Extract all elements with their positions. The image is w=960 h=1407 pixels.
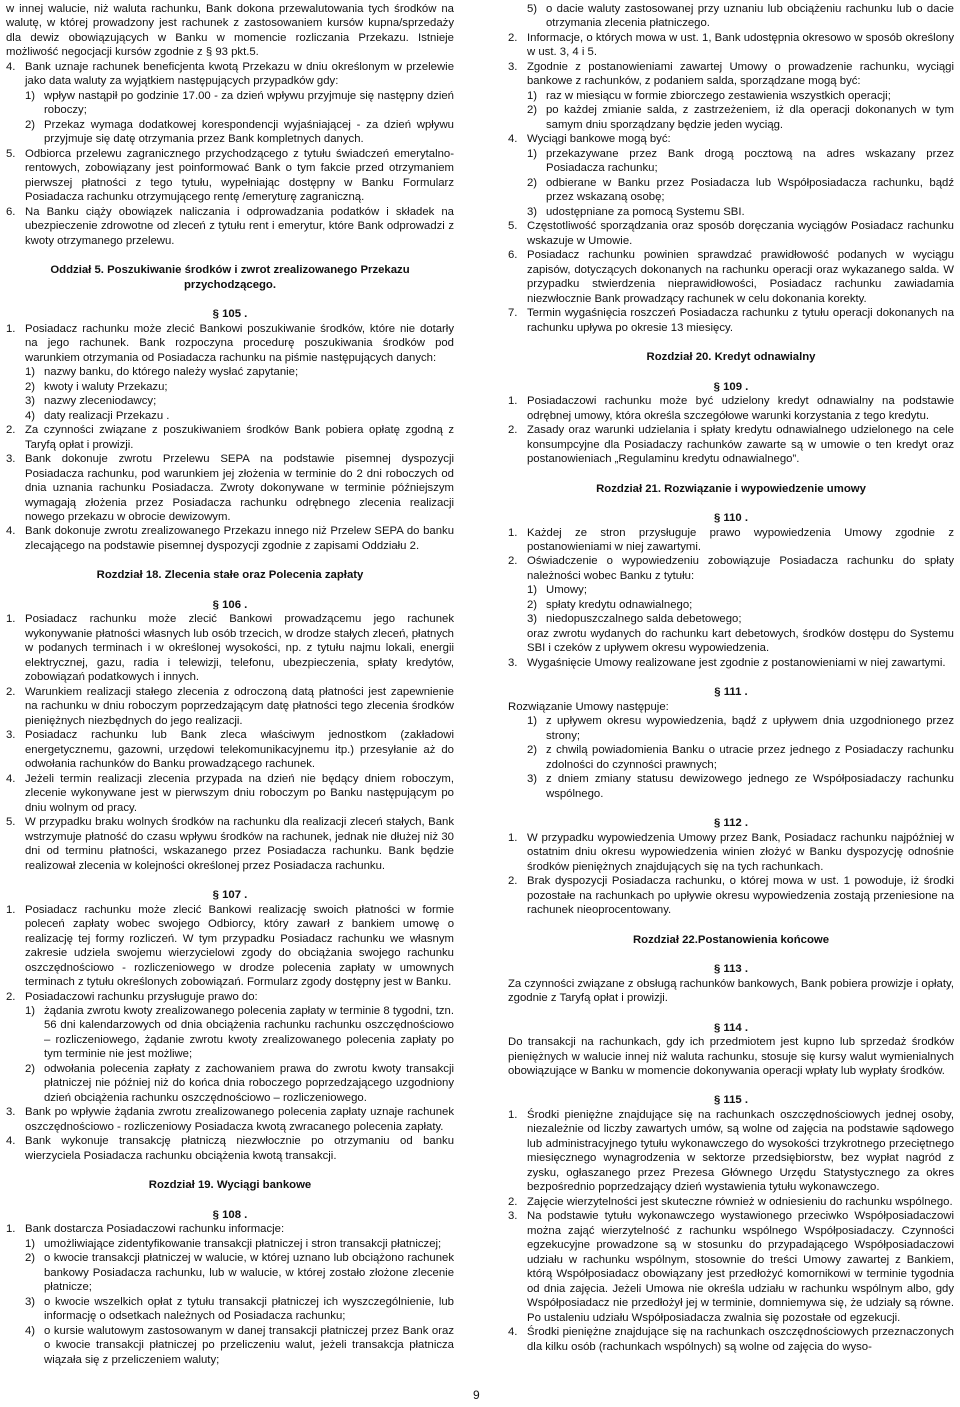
item-number: 1)	[527, 147, 538, 160]
spacer	[6, 248, 454, 263]
numbered-item	[508, 132, 954, 146]
numbered-item	[6, 685, 454, 728]
sub-item	[508, 103, 954, 132]
item-text: o dacie waluty zastosowanej przy uznaniu lub obciążeniu rachunku lub o dacie otrzymania zlecenia płatniczego.	[546, 3, 954, 30]
item-text: W przypadku wypowiedzenia Umowy przez Bank, Posiadacz rachunku najpóźniej w ostatnim dniu okresu wypowiedzenia winien złożyć w Banku dyspozycję odnośnie środków pieniężnych znajdujących się na tych rachunkach.	[527, 831, 954, 873]
numbered-item	[6, 815, 454, 873]
item-text: Na Banku ciąży obowiązek naliczania i odprowadzania podatków i składek na ubezpieczenie zdrowotne od zleceń z tytułu rent i emerytur, które Bank odprowadzi z kwoty otrzymanego przelewu.	[25, 205, 454, 247]
sub-item	[6, 1062, 454, 1105]
item-text: raz w miesiącu w formie zbiorczego zestawienia wszystkich operacji;	[546, 89, 891, 102]
sub-item	[6, 89, 454, 118]
item-text: W przypadku braku wolnych środków na rachunku dla realizacji zleceń stałych, Bank wstrzymuje płatność do czasu wpływu środków na rachunek, jednak nie dłużej niż 30 dni od terminu płatności, wskazanego przez Posiadacza rachunku. Bank będzie realizował zlecenia w kolejności określonej przez Posiadacza rachunku.	[25, 816, 454, 872]
left-column	[6, 2, 454, 1367]
item-text: Bank po wpływie żądania zwrotu zrealizowanego polecenia zapłaty uznaje rachunek oszczędnościowo - rozliczeniowy Posiadacza kwotą zwracanego polecenia zapłaty.	[25, 1106, 454, 1133]
item-number: 2.	[6, 685, 16, 698]
item-number: 1.	[6, 903, 16, 916]
sub-item	[508, 176, 954, 205]
item-number: 1.	[6, 613, 16, 626]
item-number: 2.	[6, 424, 16, 437]
section-number: § 108 .	[212, 1208, 248, 1221]
spacer	[6, 1163, 454, 1178]
item-number: 2)	[527, 598, 538, 611]
item-text: Przekaz wymaga dodatkowej korespondencji wyjaśniającej - za dzień wpływu przyjmuje się datę otrzymania przez Bank kompletnych danych.	[44, 118, 454, 146]
item-text: kwoty i waluty Przekazu;	[44, 380, 168, 393]
item-text: Częstotliwość sporządzania oraz sposób doręczania wyciągów Posiadacz rachunku wskazuje w Umowie.	[527, 220, 954, 247]
item-number: 4.	[508, 1326, 518, 1339]
spacer	[6, 583, 454, 598]
section-number: § 109 .	[713, 380, 749, 393]
item-text: Wygaśnięcie Umowy realizowane jest zgodnie z postanowieniami w niej zawartymi.	[527, 656, 946, 669]
numbered-item	[508, 831, 954, 874]
item-number: 3.	[508, 60, 518, 73]
item-text: spłaty kredytu odnawialnego;	[546, 598, 693, 611]
sub-item	[6, 409, 454, 423]
numbered-item	[6, 990, 454, 1004]
item-text: Posiadaczowi rachunku może być udzielony kredyt odnawialny na podstawie odrębnej umowy, która określa szczegółowe warunki korzystania z tego kredytu.	[527, 395, 954, 422]
sub-item	[6, 118, 454, 147]
sub-item	[508, 612, 954, 626]
item-number: 1)	[527, 715, 538, 728]
section-number: § 112 .	[713, 817, 749, 830]
right-column	[508, 2, 954, 1354]
sub-item	[6, 380, 454, 394]
section-number: § 110 .	[713, 512, 749, 525]
sub-item	[508, 772, 954, 801]
item-number: 1)	[527, 89, 538, 102]
item-text: Środki pieniężne znajdujące się na rachunkach oszczędnościowych przeznaczonych dla kilku osób (rachunkach wspólnych) są wolne od zajęcia do wyso-	[527, 1326, 954, 1353]
item-number: 2)	[25, 118, 36, 131]
numbered-item	[6, 452, 454, 524]
item-number: 1.	[508, 1108, 518, 1121]
item-number: 4)	[25, 1324, 36, 1337]
sub-item	[508, 598, 954, 612]
numbered-item	[6, 1105, 454, 1134]
item-number: 2.	[508, 424, 518, 437]
section-number: § 105 .	[212, 308, 248, 321]
item-text: o kwocie transakcji płatniczej w walucie, w której uznano lub obciążono rachunek bankowy Posiadacza rachunku, lub w walucie, w której zostało złożone zlecenie płatnicze;	[44, 1252, 454, 1294]
item-number: 5.	[6, 816, 16, 829]
paragraph: Do transakcji na rachunkach, gdy ich przedmiotem jest kupno lub sprzedaż środków pieniężnych w walucie innej niż waluta rachunku, stosuje się kursy walut wymienialnych obowiązujące w Banku w momencie dokonywania operacji wpłaty lub wypłaty środków.	[508, 1036, 954, 1077]
section-heading: Rozdział 20. Kredyt odnawialny	[646, 351, 816, 364]
item-text: o kursie walutowym zastosowanym w danej transakcji płatniczej przez Bank oraz o kwocie transakcji płatniczej po przeliczeniu walut, jeżeli transakcja płatnicza wiązała się z przeliczeniem waluty;	[44, 1324, 454, 1366]
item-text: daty realizacji Przekazu .	[44, 409, 170, 422]
numbered-item	[508, 656, 954, 670]
section-heading: Rozdział 21. Rozwiązanie i wypowiedzenie umowy	[596, 482, 866, 495]
item-number: 3.	[6, 1106, 16, 1119]
item-text: odbierane w Banku przez Posiadacza lub Współposiadacza rachunku, bądź przez wskazaną osobę;	[546, 176, 954, 204]
item-number: 1)	[25, 89, 36, 102]
section-number: § 107 .	[212, 889, 248, 902]
item-text: Bank uznaje rachunek beneficjenta kwotą Przekazu w dniu określonym w przelewie jako data waluty za wyjątkiem następujących przypadków gdy:	[25, 60, 454, 88]
section-heading: Oddział 5. Poszukiwanie środków i zwrot zrealizowanego Przekazu przychodzącego.	[50, 264, 410, 291]
item-text: odwołania polecenia zapłaty z zachowaniem prawa do zwrotu kwoty transakcji płatniczej nie później niż do końca dnia roboczego poprzedzającego uzgodniony dzień obciążenia rachunku oszczędnościowo – rozliczeniowego.	[44, 1062, 454, 1104]
item-number: 4.	[6, 1135, 16, 1148]
item-text: Posiadacz rachunku lub Bank zleca właściwym jednostkom (zakładowi energetycznemu, gazowni, urzędowi telekomunikacyjnemu itp.) przesyłanie aż do odwołania rachunków do Banku prowadzącego rachunek.	[25, 729, 454, 771]
item-number: 6.	[508, 249, 518, 262]
item-number: 4)	[25, 409, 36, 422]
numbered-item	[508, 306, 954, 335]
item-number: 1.	[6, 322, 16, 335]
spacer	[6, 292, 454, 307]
item-number: 3)	[25, 395, 36, 408]
numbered-item	[6, 205, 454, 248]
item-number: 5.	[508, 220, 518, 233]
numbered-item	[508, 1325, 954, 1354]
item-text: udostępniane za pomocą Systemu SBI.	[546, 205, 745, 218]
spacer	[508, 947, 954, 962]
item-text: Jeżeli termin realizacji zlecenia przypada na dzień nie będący dniem roboczym, zlecenie wykonywane jest w pierwszym dniu roboczym po Banku następującym po dniu wolnym od pracy.	[25, 772, 454, 814]
item-text: Środki pieniężne znajdujące się na rachunkach oszczędnościowych jednej osoby, niezależnie od liczby zawartych umów, są wolne od zajęcia na podstawie sądowego lub administracyjnego tytułu wykonawczego do wysokości trzykrotnego przeciętnego miesięcznego wynagrodzenia w sektorze przedsiębiorstw, bez wypłat nagród z zysku, ogłaszanego przez Prezesa Głównego Urzędu Statystycznego za okres bezpośrednio poprzedzający dzień wystawienia tytułu wykonawczego.	[527, 1108, 954, 1194]
item-number: 3)	[25, 1295, 36, 1308]
section-heading: Rozdział 22.Postanowienia końcowe	[632, 933, 830, 946]
item-number: 2)	[25, 1252, 36, 1265]
item-number: 3.	[508, 1210, 518, 1223]
section-number: § 113 .	[713, 963, 749, 976]
numbered-item	[6, 147, 454, 205]
item-text: żądania zwrotu kwoty zrealizowanego polecenia zapłaty w terminie 8 tygodni, tzn. 56 dni kalendarzowych od dnia obciążenia rachunku rachunku oszczędnościowo – rozliczeniowego, żądanie zwrotu kwoty zrealizowanego polecenia zapłaty po tym terminie nie jest możliwe;	[44, 1005, 454, 1061]
sub-item	[508, 205, 954, 219]
numbered-item	[508, 423, 954, 466]
item-number: 1.	[508, 526, 518, 539]
item-text: Zgodnie z postanowieniami zawartej Umowy o prowadzenie rachunku, wyciągi bankowe z rachunków, z podaniem salda, sporządzane mogą być:	[527, 60, 954, 88]
sub-item	[6, 1251, 454, 1294]
paragraph: Rozwiązanie Umowy następuje:	[508, 700, 669, 713]
sub-item	[508, 743, 954, 772]
numbered-item	[6, 60, 454, 89]
numbered-item	[6, 728, 454, 771]
spacer	[508, 496, 954, 511]
item-number: 2.	[508, 31, 518, 44]
spacer	[508, 1078, 954, 1093]
item-number: 3)	[527, 773, 538, 786]
item-number: 2.	[508, 1195, 518, 1208]
item-text: Posiadacz rachunku może zlecić Bankowi poszukiwanie środków, które nie dotarły na jego rachunek. Bank rozpoczyna procedurę poszukiwania środków pod warunkiem otrzymania od Posiadacza rachunku na piśmie następujących danych:	[25, 322, 454, 364]
spacer	[508, 918, 954, 933]
section-number: § 115 .	[713, 1094, 749, 1107]
item-text: Zajęcie wierzytelności jest skuteczne również w odniesieniu do rachunku wspólnego.	[527, 1195, 953, 1208]
item-text: niedopuszczalnego salda debetowego;	[546, 613, 742, 626]
item-number: 4.	[6, 772, 16, 785]
numbered-item	[508, 554, 954, 583]
spacer	[508, 1006, 954, 1021]
numbered-item	[6, 612, 454, 684]
item-text: przekazywane przez Bank drogą pocztową na adres wskazany przez Posiadacza rachunku;	[546, 147, 954, 175]
numbered-item	[6, 772, 454, 815]
item-text: z upływem okresu wypowiedzenia, bądź z upływem dnia uzgodnionego przez strony;	[546, 715, 954, 742]
item-number: 1)	[25, 366, 36, 379]
item-number: 4.	[508, 133, 518, 146]
item-text: Bank dokonuje zwrotu zrealizowanego Przekazu innego niż Przelew SEPA do banku zlecającego na podstawie pisemnej dyspozycji zgodnie z zapisami Oddziału 2.	[25, 525, 454, 552]
item-text: Oświadczenie o wypowiedzeniu zobowiązuje Posiadacza rachunku do spłaty należności wobec Banku z tytułu:	[527, 555, 954, 582]
sub-item	[508, 583, 954, 597]
item-number: 1)	[25, 1237, 36, 1250]
item-text: Każdej ze stron przysługuje prawo wypowiedzenia Umowy zgodnie z postanowieniami w niej zawartymi.	[527, 526, 954, 553]
item-text: Termin wygaśnięcia roszczeń Posiadacza rachunku z tytułu operacji dokonanych na rachunku upływa po okresie 13 miesięcy.	[527, 307, 954, 334]
spacer	[508, 335, 954, 350]
item-text: umożliwiające zidentyfikowanie transakcji płatniczej i stron transakcji płatniczej;	[44, 1237, 442, 1250]
item-text: z chwilą powiadomienia Banku o utracie przez jednego z Posiadaczy rachunku zdolności do czynności prawnych;	[546, 744, 954, 771]
numbered-item	[6, 524, 454, 553]
sub-item	[6, 1004, 454, 1062]
item-text: Brak dyspozycji Posiadacza rachunku, o której mowa w ust. 1 powoduje, iż środki pozostałe na rachunkach po upływie okresu wypowiedzenia zostają przeniesione na rachunek nieoprocentowany.	[527, 875, 954, 917]
item-text: Umowy;	[546, 584, 587, 597]
paragraph: oraz zwrotu wydanych do rachunku kart debetowych, środków dostępu do Systemu SBI i czeków z upływem okresu wypowiedzenia.	[527, 627, 954, 655]
item-text: nazwy banku, do którego należy wysłać zapytanie;	[44, 366, 299, 379]
item-text: Posiadacz rachunku może zlecić Bankowi realizację swoich płatności w formie poleceń zapłaty wobec swojego Odbiorcy, który zawarł z bankiem umowę o realizację tej formy rozliczeń. W tym przypadku Posiadacz rachunku we własnym zakresie udziela swojemu wierzycielowi zgody do obciążania swojego rachunku oszczędnościowo - rozliczeniowego w drodze polecenia zapłaty w umownych terminach z tytułu określonych zobowiązań. Formularz zgody dostępny jest w Banku.	[25, 903, 454, 989]
item-number: 2)	[25, 380, 36, 393]
item-text: Posiadacz rachunku może zlecić Bankowi prowadzącemu jego rachunek wykonywanie płatności własnych lub osób trzecich, w drodze stałych zleceń, płatnych w podanych terminach i w określonej wysokości, np. z tytułu najmu lokali, energii elektrycznej, gazu, radia i telewizji, telefonu, ubezpieczenia, spłaty kredytów, zobowiązań podatkowych i innych.	[25, 613, 454, 684]
item-number: 1)	[25, 1005, 36, 1017]
section-number: § 111 .	[714, 686, 748, 699]
numbered-item	[6, 1222, 454, 1236]
sub-item	[6, 1237, 454, 1251]
item-text: Zasady oraz warunki udzielania i spłaty kredytu odnawialnego udzielonego na cele konsumpcyjne dla Posiadaczy rachunków zawarte są w umowie o ten kredyt oraz postanowieniach „Regulaminu kredytu odnawialnego”.	[527, 424, 954, 466]
item-text: Warunkiem realizacji stałego zlecenia z odroczoną datą płatności jest zapewnienie na rachunku w dniu roboczym poprzedzającym datę płatności tego zlecenia środków pieniężnych niezbędnych do jego realizacji.	[25, 685, 454, 727]
spacer	[6, 1193, 454, 1208]
numbered-item	[6, 1134, 454, 1163]
section-number: § 114 .	[713, 1021, 749, 1034]
sub-item	[6, 1295, 454, 1324]
item-number: 4.	[6, 60, 16, 73]
item-number: 2)	[527, 104, 538, 117]
sub-item	[508, 147, 954, 176]
item-number: 3.	[6, 453, 16, 466]
item-text: Posiadaczowi rachunku przysługuje prawo do:	[25, 990, 258, 1003]
paragraph: w innej walucie, niż waluta rachunku, Bank dokona przewalutowania tych środków na walutę, w której prowadzony jest rachunek z zastosowaniem kursów kupna/sprzedaży dla dewiz obowiązujących w Banku w momencie rozliczania Przekazu. Istnieje możliwość negocjacji kursów zgodnie z § 93 pkt.5.	[6, 3, 454, 59]
item-text: o kwocie wszelkich opłat z tytułu transakcji płatniczej ich wyszczególnienie, lub informację o odsetkach należnych od Posiadacza rachunku;	[44, 1295, 454, 1323]
item-number: 1)	[527, 584, 538, 597]
numbered-item	[508, 31, 954, 60]
section-number: § 106 .	[212, 598, 248, 611]
item-number: 3)	[527, 205, 538, 218]
paragraph: Za czynności związane z obsługą rachunków bankowych, Bank pobiera prowizje i opłaty, zgodnie z Taryfą opłat i prowizji.	[508, 977, 954, 1005]
numbered-item	[508, 394, 954, 423]
sub-item	[6, 365, 454, 379]
item-text: Posiadacz rachunku powinien sprawdzać prawidłowość podanych w wyciągu zapisów, dotyczących dokonanych na rachunku operacji oraz wykazanego salda. W przypadku stwierdzenia nieprawidłowości, Posiadacz rachunku zawiadamia niezwłocznie Bank prowadzący rachunek w celu dokonania korekty.	[527, 249, 954, 305]
item-number: 5)	[527, 3, 538, 15]
item-text: wpływ nastąpił po godzinie 17.00 - za dzień wpływu przyjmuje się następny dzień roboczy;	[44, 89, 454, 117]
item-text: Na podstawie tytułu wykonawczego wystawionego przeciwko Współposiadaczowi można zająć wierzytelność z rachunku wspólnego Współposiadaczy. Czynności egzekucyjne prowadzone są w stosunku do przypadającego Współposiadaczowi udziału w rachunku wspólnym, stosownie do treści Umowy zawartej z Bankiem, którą Współposiadacz obowiązany jest przedłożyć komornikowi w terminie tygodnia od dnia zajęcia. Jeżeli Umowa nie określa udziału w rachunku wspólnym albo, gdy Współposiadacz nie przedłożył jej w terminie, domniemywa się, że udziały są równe. Po ustaleniu udziału Współposiadacza zwalnia się pozostałe od egzekucji.	[527, 1210, 954, 1324]
numbered-item	[508, 1195, 954, 1209]
item-number: 6.	[6, 205, 16, 218]
spacer	[508, 467, 954, 482]
item-number: 1.	[508, 395, 518, 408]
item-text: Bank dokonuje zwrotu Przelewu SEPA na podstawie pisemnej dyspozycji Posiadacza rachunku, pod warunkiem jej złożenia w terminie do 2 dni roboczych od dnia uznania rachunku Posiadacza. Zwroty dokonywane w terminie późniejszym wymagają złożenia przez Posiadacza rachunku odrębnego zlecenia realizacji nowego przekazu w obrocie dewizowym.	[25, 453, 454, 523]
numbered-item	[508, 1108, 954, 1195]
sub-item	[6, 394, 454, 408]
sub-item	[508, 714, 954, 743]
item-number: 2)	[527, 176, 538, 189]
item-number: 4.	[6, 525, 16, 538]
item-text: po każdej zmianie salda, z zastrzeżeniem, iż dla operacji dokonanych w tym samym dniu sporządzany będzie jeden wyciąg.	[546, 104, 954, 131]
spacer	[508, 365, 954, 380]
page-number: 9	[473, 1388, 480, 1402]
item-number: 2.	[508, 555, 518, 568]
numbered-item	[508, 248, 954, 306]
numbered-item	[508, 60, 954, 89]
numbered-item	[6, 322, 454, 365]
item-number: 2.	[508, 875, 518, 888]
item-text: Bank dostarcza Posiadaczowi rachunku informacje:	[25, 1223, 285, 1236]
item-number: 5.	[6, 147, 16, 160]
numbered-item	[6, 903, 454, 990]
item-number: 3.	[508, 656, 518, 669]
numbered-item	[508, 1209, 954, 1325]
item-number: 3)	[527, 613, 538, 626]
sub-item	[6, 1324, 454, 1367]
item-text: z dniem zmiany statusu dewizowego jednego ze Współposiadaczy rachunku wspólnego.	[546, 773, 954, 800]
section-heading: Rozdział 19. Wyciągi bankowe	[148, 1179, 312, 1192]
numbered-item	[508, 526, 954, 555]
numbered-item	[6, 423, 454, 452]
item-number: 1.	[6, 1223, 16, 1236]
section-heading: Rozdział 18. Zlecenia stałe oraz Polecenia zapłaty	[96, 569, 364, 582]
item-text: Wyciągi bankowe mogą być:	[527, 133, 671, 146]
spacer	[6, 553, 454, 568]
item-text: Informacje, o których mowa w ust. 1, Bank udostępnia okresowo w sposób określony w ust. 3, 4 i 5.	[527, 31, 954, 59]
spacer	[508, 670, 954, 685]
sub-item	[508, 2, 954, 31]
item-number: 2.	[6, 990, 16, 1003]
item-text: Bank wykonuje transakcję płatniczą niezwłocznie po otrzymaniu od banku wierzyciela Posiadacza rachunku obciążenia kwotą transakcji.	[25, 1135, 454, 1162]
item-number: 7.	[508, 307, 518, 320]
spacer	[6, 873, 454, 888]
item-number: 1.	[508, 831, 518, 844]
numbered-item	[508, 219, 954, 248]
item-text: Odbiorca przelewu zagranicznego przychodzącego z tytułu świadczeń emerytalno-rentowych, zobowiązany jest poinformować Bank o tym fakcie przed otrzymaniem pierwszej płatności z tego tytułu, wypełniając dostępny w Banku Formularz Posiadacza rachunku otrzymującego rentę /emeryturę zagraniczną.	[25, 147, 454, 204]
sub-item	[508, 89, 954, 103]
spacer	[508, 801, 954, 816]
item-number: 2)	[527, 744, 538, 757]
item-text: Za czynności związane z poszukiwaniem środków Bank pobiera opłatę zgodną z Taryfą opłat i prowizji.	[25, 424, 454, 451]
item-number: 3.	[6, 729, 16, 742]
numbered-item	[508, 874, 954, 917]
item-text: nazwy zleceniodawcy;	[44, 395, 157, 408]
item-number: 2)	[25, 1062, 36, 1075]
